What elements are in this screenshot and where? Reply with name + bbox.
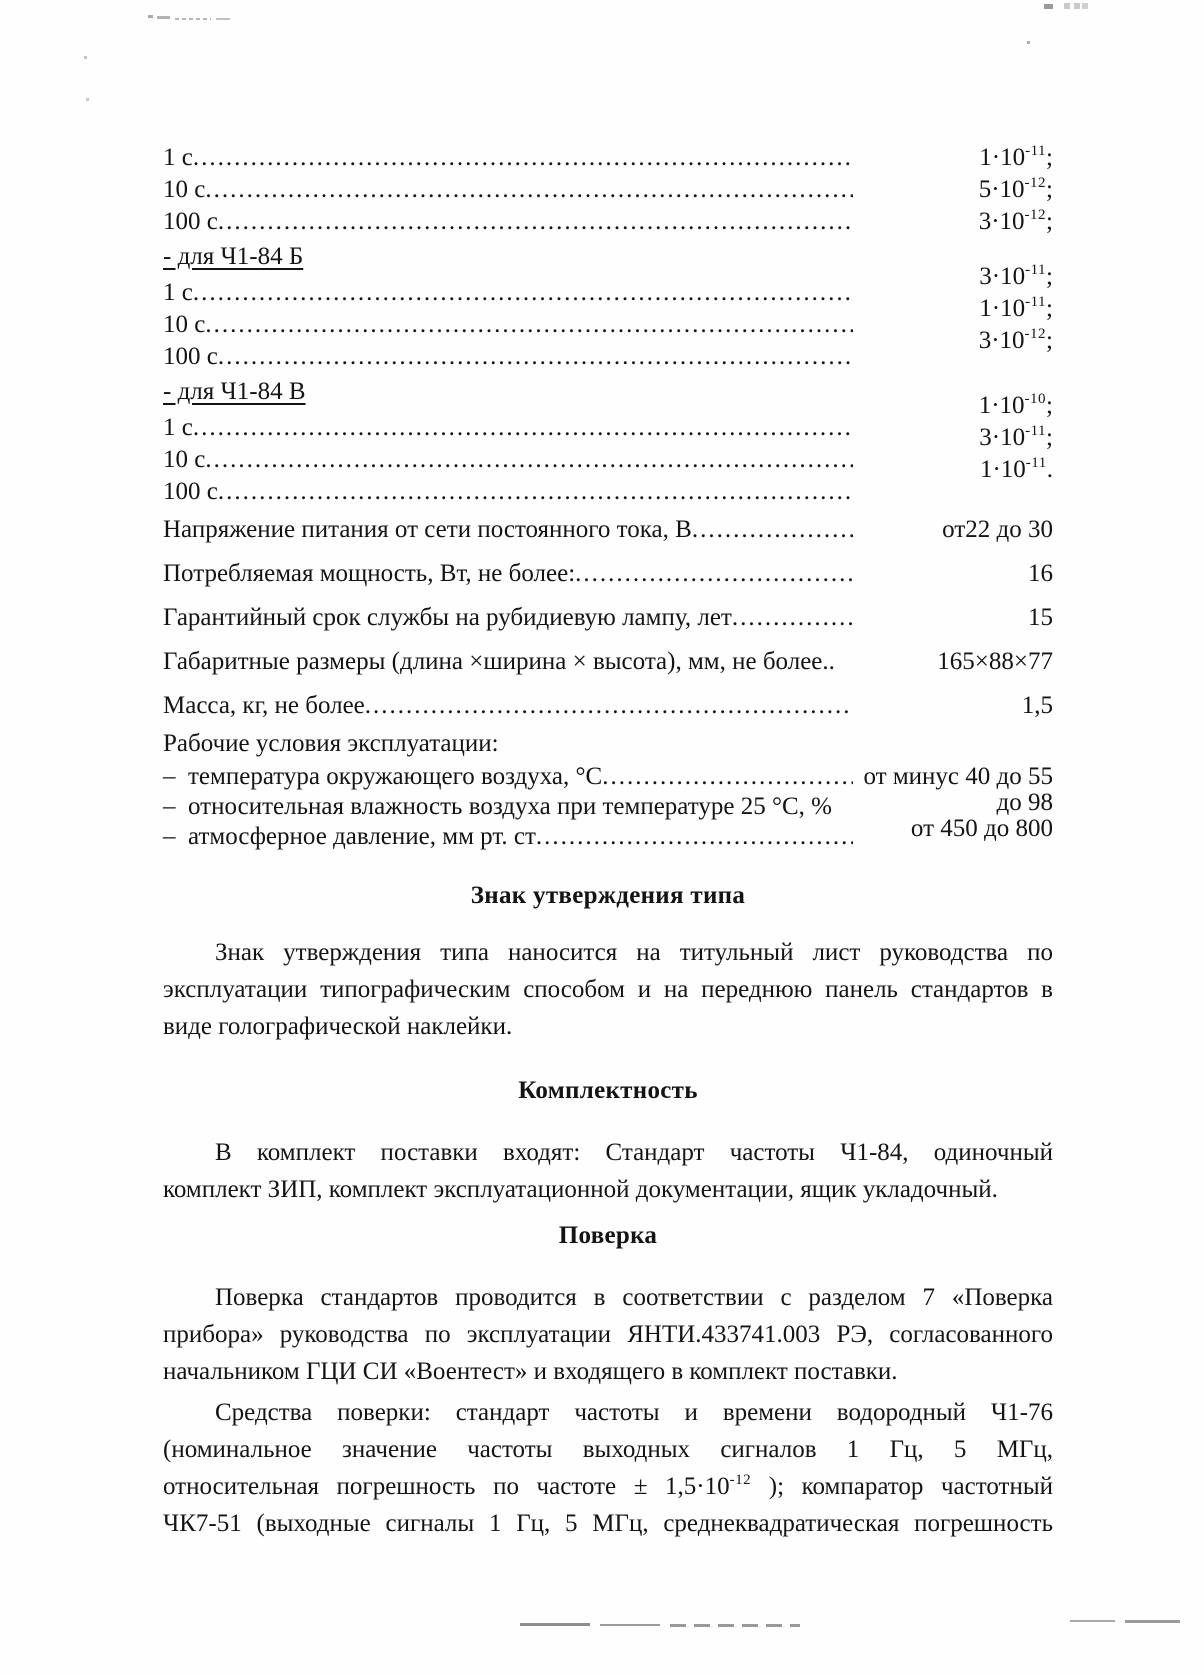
page-content [163,143,1053,1542]
scan-artifact-top-left-dash [157,16,170,19]
scan-artifact-top-right-square2 [1074,3,1080,9]
paragraph [163,1134,1053,1208]
paragraph-line: (номинальное значение частоты выходных сигналов 1 Гц, 5 МГц, [163,1436,1053,1463]
paragraph-line: начальником ГЦИ СИ «Воентест» и входящего в комплект поставки. [163,1358,898,1385]
value-exponent: -11 [1025,143,1047,159]
value-exponent: -10 [1024,391,1047,407]
value-tail: ; [1046,176,1053,203]
spec-label: – температура окружающего воздуха, °С [163,763,603,790]
spec-label: 100 с [163,478,218,505]
spec-row-left [163,413,853,442]
scan-artifact-bottom-line3 [670,1624,800,1627]
spec-value [853,423,1053,452]
section-heading: Знак утверждения типа [470,882,746,909]
spec-label: – атмосферное давление, мм рт. ст [163,823,536,850]
value-exponent: -12 [1024,326,1047,342]
value-tail: ; [1046,144,1053,171]
spec-value: от 450 до 800 [910,815,1053,842]
spec-row [163,729,1053,762]
dot-leader [602,762,853,791]
spec-label: - для Ч1-84 Б [163,243,304,270]
line-text: относительная погрешность по частоте ± 1,5·10 [163,1473,730,1500]
spec-row [163,143,1053,175]
spec-row [163,641,1053,685]
dot-leader [193,143,853,172]
value-tail: ; [1046,208,1053,235]
line-text: ); компаратор частотный [751,1473,1053,1500]
value-base: 1·10 [979,144,1026,171]
spec-row [163,685,1053,729]
value-exponent: -11 [1025,455,1047,471]
scan-artifact-margin-dot1 [84,56,87,59]
scan-artifact-top-left [148,15,153,18]
spec-row-left [163,143,853,172]
document-sections [163,881,1053,1542]
value-exponent: -12 [1024,207,1047,223]
spec-label: 1 с [163,144,193,171]
paragraph-line [163,1468,1053,1505]
value-tail: ; [1046,424,1053,451]
value-base: 3·10 [979,263,1026,290]
value-base: 3·10 [979,424,1026,451]
paragraph-line: комплект ЗИП, комплект эксплуатационной документации, ящик укладочный. [163,1176,998,1203]
spec-row-left [163,603,853,632]
line-exponent: -12 [729,1472,752,1488]
spec-value: от22 до 30 [942,516,1053,543]
value-exponent: -11 [1025,423,1047,439]
spec-label: Рабочие условия эксплуатации: [163,730,499,757]
spec-label: 100 с [163,343,218,370]
value-base: 1·10 [979,295,1026,322]
spec-row-left [163,515,853,544]
value-tail: ; [1046,392,1053,419]
spec-value: 16 [1028,560,1053,587]
spec-value [853,207,1053,236]
spec-label: Масса, кг, не более [163,692,365,719]
spec-label: Потребляемая мощность, Вт, не более: [163,560,576,587]
paragraph-line: Поверка стандартов проводится в соответствии с разделом 7 «Поверка [215,1284,1053,1311]
paragraph-line: Средства поверки: стандарт частоты и времени водородный Ч1-76 [215,1399,1053,1426]
value-base: 1·10 [979,456,1026,483]
scan-artifact-top-left-dots [175,18,211,20]
spec-value [853,143,1053,172]
dot-leader [193,278,853,307]
dot-leader [205,445,853,474]
dot-leader [205,175,853,204]
spec-row [163,553,1053,597]
dot-leader [732,603,853,632]
spec-row-left [163,445,853,474]
scan-artifact-bottom-line2 [600,1624,660,1626]
spec-row-left [163,207,853,236]
spec-label: 10 с [163,176,206,203]
spec-label: 1 с [163,414,193,441]
section [163,881,1053,1045]
paragraph-line: ЧК7-51 (выходные сигналы 1 Гц, 5 МГц, среднеквадратическая погрешность [163,1510,1053,1537]
scan-artifact-top-right-mark [1044,4,1053,9]
paragraph-line: эксплуатации типографическим способом и на переднюю панель стандартов в [163,976,1053,1003]
spec-value: 1,5 [1021,692,1053,719]
spec-label: - для Ч1-84 В [163,378,306,405]
dot-leader [218,477,853,506]
spec-label: Габаритные размеры (длина ×ширина × высота), мм, не более.. [163,648,835,675]
section [163,1221,1053,1542]
dot-leader [365,691,853,720]
section-heading: Поверка [558,1222,658,1249]
dot-leader [575,559,853,588]
spec-row-left [163,242,303,271]
spec-row-left [163,310,853,339]
value-tail: . [1046,456,1053,483]
paragraph-line: В комплект поставки входят: Стандарт частоты Ч1-84, одиночный [215,1139,1053,1166]
scan-artifact-top-right-square1 [1064,3,1070,9]
paragraph [163,1394,1053,1542]
value-base: 3·10 [978,208,1025,235]
value-exponent: -12 [1024,175,1047,191]
paragraph-line: виде голографической наклейки. [163,1013,513,1040]
spec-row-left [163,278,853,307]
scan-artifact-bottom-line5 [1125,1620,1180,1623]
dot-leader [692,515,853,544]
spec-row-left [163,691,853,720]
spec-value: 165×88×77 [937,648,1053,675]
scan-artifact-dot [1027,41,1030,44]
spec-row [163,597,1053,641]
paragraph-line: Знак утверждения типа наносится на титульный лист руководства по [215,939,1053,966]
spec-row [163,815,1053,852]
section-heading: Комплектность [518,1077,698,1104]
spec-label: Гарантийный срок службы на рубидиевую лампу, лет [163,604,732,631]
spec-row-left [163,822,853,851]
dot-leader [536,822,853,851]
scan-artifact-margin-dot2 [86,98,89,101]
paragraph [163,934,1053,1045]
value-base: 3·10 [978,327,1025,354]
spec-label: Напряжение питания от сети постоянного тока, В [163,516,692,543]
spec-label: 100 с [163,208,218,235]
spec-label: – относительная влажность воздуха при температуре 25 °С, % [163,793,832,820]
spec-row [163,509,1053,553]
paragraph [163,1279,1053,1390]
paragraph-line: прибора» руководства по эксплуатации ЯНТИ.433741.003 РЭ, согласованного [163,1321,1053,1348]
value-exponent: -11 [1025,262,1047,278]
spec-value: до 98 [996,789,1053,816]
value-tail: ; [1046,327,1053,354]
spec-row [163,207,1053,239]
spec-list [163,143,1053,852]
spec-row-left [163,342,853,371]
spec-value: 15 [1028,604,1053,631]
spec-label: 10 с [163,311,206,338]
spec-label: 10 с [163,446,206,473]
value-base: 5·10 [978,176,1025,203]
dot-leader [205,310,853,339]
dot-leader [218,207,853,236]
value-exponent: -11 [1025,294,1047,310]
scan-artifact-top-left-dash2 [216,18,230,20]
spec-row-left [163,792,832,821]
spec-value [853,294,1053,323]
spec-row-left [163,377,306,406]
spec-row-left [163,175,853,204]
section [163,1076,1053,1208]
dot-leader [218,342,853,371]
spec-row-left [163,559,853,588]
spec-row-left [163,647,835,676]
spec-value [853,262,1053,291]
scan-artifact-bottom-line1 [520,1623,590,1626]
spec-row [163,175,1053,207]
scan-artifact-top-right-square3 [1082,3,1088,9]
spec-value [853,175,1053,204]
value-tail: ; [1046,295,1053,322]
spec-value: от минус 40 до 55 [863,763,1053,790]
spec-value [853,391,1053,420]
dot-leader [193,413,853,442]
scan-artifact-bottom-line4 [1070,1620,1115,1622]
spec-label: 1 с [163,279,193,306]
spec-row-left [163,729,499,758]
spec-value [853,326,1053,355]
spec-row-left [163,762,853,791]
value-base: 1·10 [978,392,1025,419]
value-tail: ; [1046,263,1053,290]
spec-value [853,455,1053,484]
spec-row-left [163,477,853,506]
